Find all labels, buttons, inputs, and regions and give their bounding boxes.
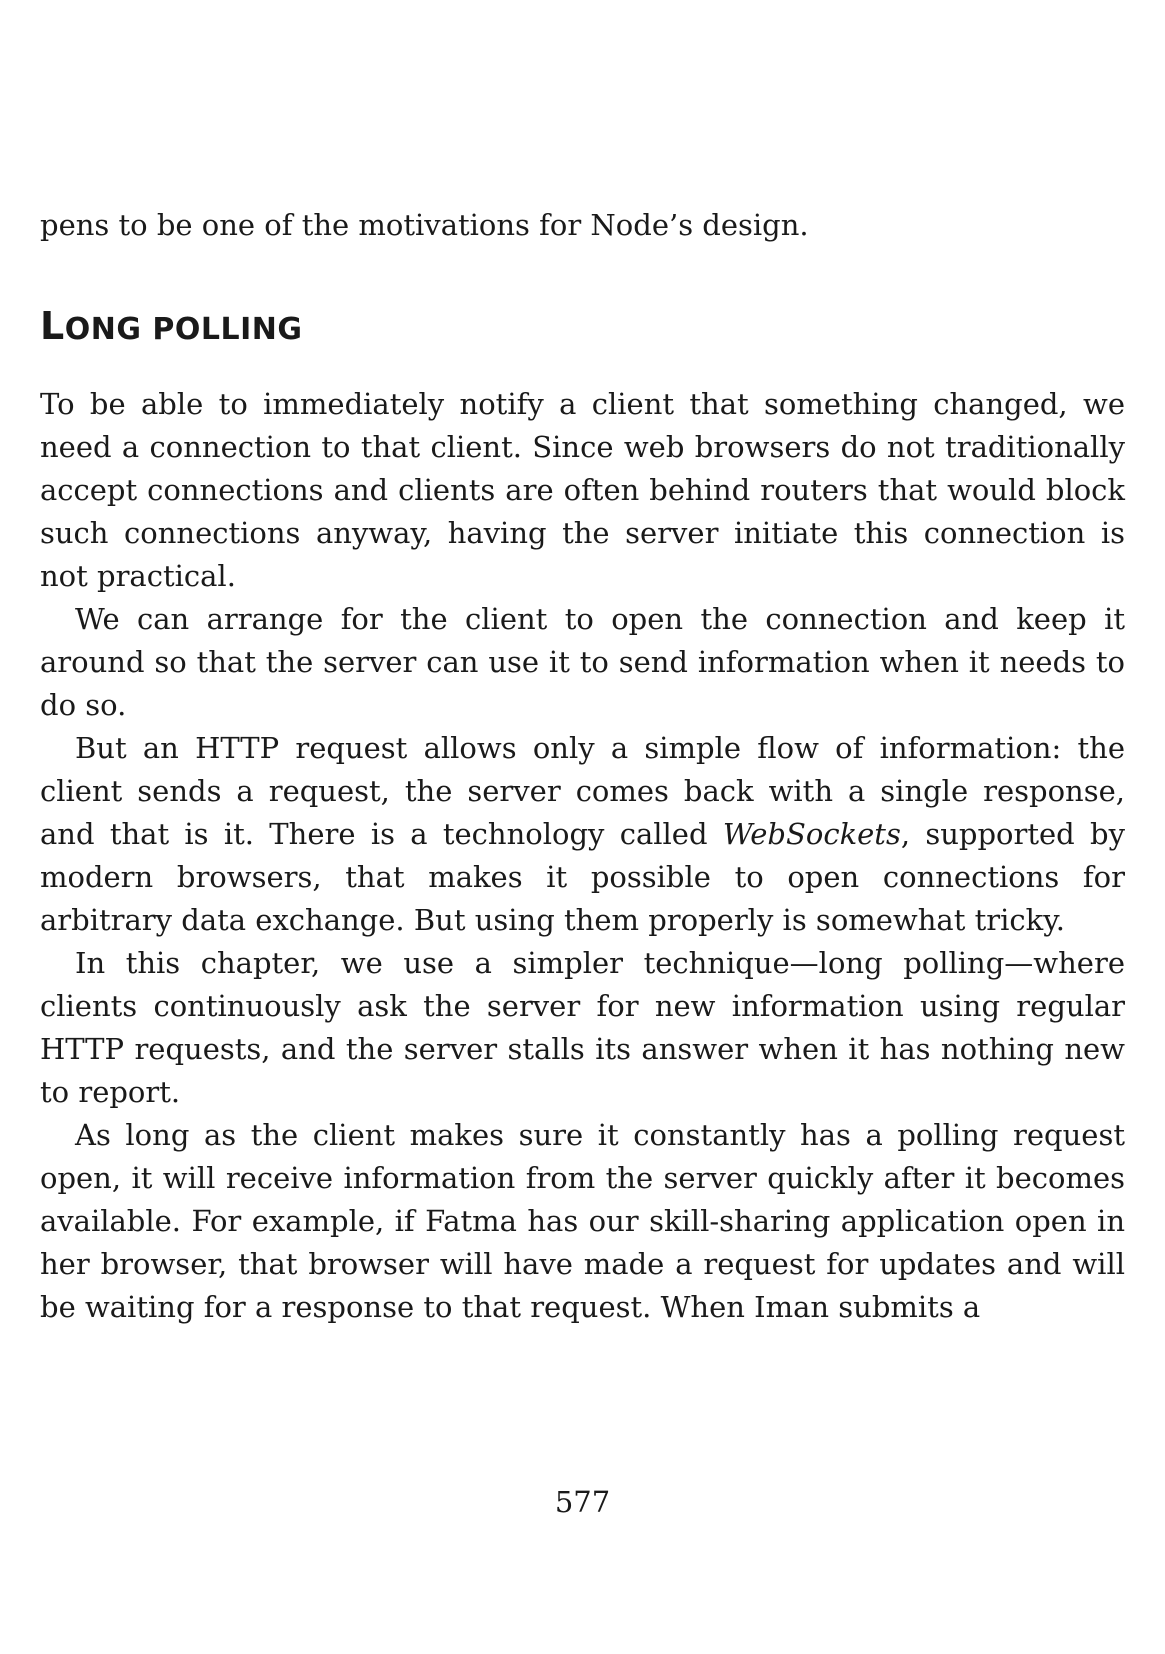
- section-body: [40, 383, 1125, 1329]
- paragraph-3: [40, 727, 1125, 942]
- continued-paragraph-text: pens to be one of the motivations for Node’s design.: [40, 208, 809, 242]
- paragraph-4: In this chapter, we use a simpler technique—long polling—where clients continuously ask the server for new information using regular HTTP requests, and the server stalls its answer when it has nothing new to report.: [40, 946, 1125, 1109]
- page-number: 577: [554, 1485, 611, 1519]
- paragraph-3-before: But an HTTP request allows only a simple flow of information: the client sends a request, the server comes back with a single response, and that is it. There is a technology called: [40, 731, 1125, 851]
- section-heading-initial: L: [40, 304, 65, 348]
- paragraph-3-after: , supported by modern browsers, that makes it possible to open connections for arbitrary data exchange. But using them properly is somewhat tricky.: [40, 817, 1125, 937]
- paragraph-1: To be able to immediately notify a client that something changed, we need a connection to that client. Since web browsers do not traditionally accept connections and clients are often behind routers that would block such connections anyway, having the server initiate this connection is not practical.: [40, 387, 1125, 593]
- section-heading: [40, 302, 303, 354]
- websockets-term: WebSockets: [722, 817, 901, 851]
- paragraph-5: As long as the client makes sure it constantly has a polling request open, it will receive information from the server quickly after it becomes available. For example, if Fatma has our skill-sharing application open in her browser, that browser will have made a request for updates and will be waiting for a response to that request. When Iman submits a: [40, 1118, 1125, 1324]
- section-heading-rest: ONG POLLING: [64, 312, 303, 347]
- continued-paragraph: [40, 204, 1125, 247]
- paragraph-2: We can arrange for the client to open the connection and keep it around so that the server can use it to send information when it needs to do so.: [40, 602, 1125, 722]
